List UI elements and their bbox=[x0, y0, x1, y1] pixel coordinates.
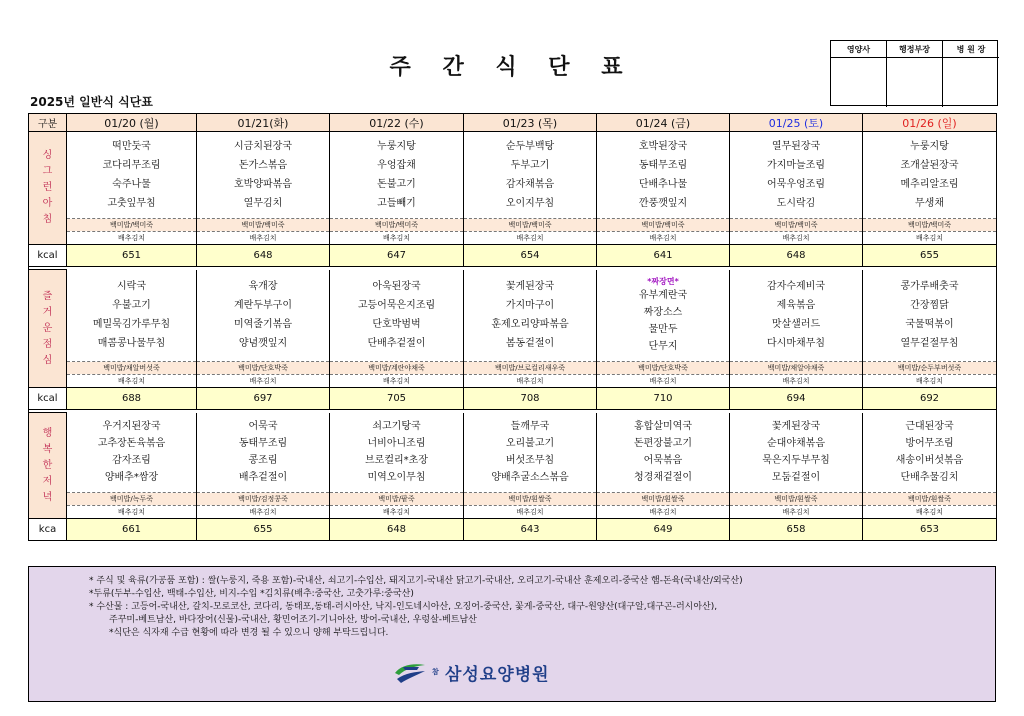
dish-item: 모둠겉절이 bbox=[771, 472, 821, 484]
dish-item: 국물떡볶이 bbox=[905, 319, 954, 331]
dish-item: 조개살된장국 bbox=[900, 160, 959, 171]
lunch-kcal-row bbox=[29, 388, 997, 410]
header-day-3: 01/23 (목) bbox=[464, 114, 597, 132]
dish-item: 묵은지두부무침 bbox=[762, 455, 830, 467]
dinner-kimchi-5: 배추김치 bbox=[730, 506, 863, 519]
breakfast-day-6-dishes bbox=[863, 132, 997, 219]
dish-item: 우불고기 bbox=[112, 300, 151, 312]
dish-item: 들깨무국 bbox=[510, 421, 550, 433]
dish-item: 유부계란국 bbox=[638, 289, 688, 301]
dish-item: 간장찜닭 bbox=[910, 300, 949, 312]
dish-item: 버섯조무침 bbox=[505, 455, 555, 467]
dish-item: 브로컬리*초장 bbox=[365, 455, 428, 467]
lunch-day-5-dishes bbox=[730, 270, 863, 362]
breakfast-kcal-1: 648 bbox=[197, 245, 330, 267]
dinner-day-5-dishes bbox=[730, 413, 863, 493]
dish-item: 단배추물김치 bbox=[900, 472, 959, 484]
breakfast-day-4-dishes bbox=[597, 132, 730, 219]
dish-item: 어묵국 bbox=[248, 421, 278, 433]
dinner-porridge-row bbox=[29, 493, 997, 506]
lunch-dishes-row bbox=[29, 270, 997, 362]
lunch-kcal-0: 688 bbox=[67, 388, 197, 410]
dish-item: 어묵우엉조림 bbox=[767, 179, 825, 190]
dish-item: 열무김치 bbox=[243, 198, 283, 209]
lunch-kcal-6: 692 bbox=[863, 388, 997, 410]
dish-item: 가지마늘조림 bbox=[767, 160, 825, 171]
header-day-4: 01/24 (금) bbox=[597, 114, 730, 132]
breakfast-porridge-1: 백미밥/백미죽 bbox=[197, 219, 330, 232]
samsung-logo-icon bbox=[393, 659, 427, 685]
breakfast-kimchi-5: 배추김치 bbox=[730, 232, 863, 245]
dinner-porridge-2: 백미밥/팥죽 bbox=[330, 493, 464, 506]
breakfast-porridge-0: 백미밥/백미죽 bbox=[67, 219, 197, 232]
lunch-day-2-dishes bbox=[330, 270, 464, 362]
dinner-kimchi-6: 배추김치 bbox=[863, 506, 997, 519]
breakfast-porridge-3: 백미밥/백미죽 bbox=[464, 219, 597, 232]
dish-item: 깐풍깻잎지 bbox=[638, 198, 688, 209]
dinner-kimchi-1: 배추김치 bbox=[197, 506, 330, 519]
lunch-day-1-dishes bbox=[197, 270, 330, 362]
dinner-day-2-dishes bbox=[330, 413, 464, 493]
approval-box bbox=[830, 40, 998, 106]
dinner-kcal-3: 643 bbox=[464, 519, 597, 541]
special-menu-tag: *짜장면* bbox=[647, 276, 679, 286]
dinner-day-1-dishes bbox=[197, 413, 330, 493]
dish-item: 메추리알조림 bbox=[900, 179, 959, 190]
breakfast-label-char: 그 bbox=[42, 166, 53, 177]
lunch-kcal-4: 710 bbox=[597, 388, 730, 410]
lunch-label-char: 운 bbox=[42, 322, 53, 334]
approval-director-sign bbox=[943, 58, 999, 107]
dish-item: 매콤콩나물무침 bbox=[97, 338, 166, 350]
dish-item: 양배추*쌈장 bbox=[104, 472, 159, 484]
dish-item: 제육볶음 bbox=[776, 300, 816, 312]
dish-item: 무생채 bbox=[915, 198, 944, 209]
breakfast-kimchi-6: 배추김치 bbox=[863, 232, 997, 245]
approval-dietitian-label: 영양사 bbox=[831, 41, 887, 58]
dish-item: 동태무조림 bbox=[238, 438, 288, 450]
dinner-kimchi-row bbox=[29, 506, 997, 519]
dish-item: 고들빼기 bbox=[377, 198, 416, 209]
dish-item: 어묵볶음 bbox=[643, 455, 683, 467]
dinner-day-3-dishes bbox=[464, 413, 597, 493]
hospital-logo bbox=[393, 659, 550, 685]
breakfast-day-0-dishes bbox=[67, 132, 197, 219]
lunch-porridge-5: 백미밥/채알야채죽 bbox=[730, 362, 863, 375]
breakfast-day-3-dishes bbox=[464, 132, 597, 219]
dish-item: 오리불고기 bbox=[505, 438, 555, 450]
breakfast-label-char: 침 bbox=[42, 214, 53, 225]
breakfast-label bbox=[29, 132, 67, 245]
dish-item: 순두부백탕 bbox=[505, 141, 555, 152]
dish-item: 다시마채무침 bbox=[767, 338, 825, 350]
dinner-day-0-dishes bbox=[67, 413, 197, 493]
dish-item: 물만두 bbox=[648, 323, 678, 335]
breakfast-kcal-4: 641 bbox=[597, 245, 730, 267]
dish-item: 미역줄기볶음 bbox=[234, 319, 292, 331]
dinner-label-char: 한 bbox=[42, 459, 53, 471]
lunch-kimchi-4: 배추김치 bbox=[597, 375, 730, 388]
lunch-kimchi-0: 배추김치 bbox=[67, 375, 197, 388]
lunch-porridge-row bbox=[29, 362, 997, 375]
lunch-kcal-5: 694 bbox=[730, 388, 863, 410]
dinner-dishes-row bbox=[29, 413, 997, 493]
lunch-kcal-label: kcal bbox=[29, 388, 67, 410]
dish-item: 훈제오리양파볶음 bbox=[491, 319, 569, 331]
dinner-label bbox=[29, 413, 67, 519]
dish-item: 고추장돈육볶음 bbox=[97, 438, 166, 450]
logo-hospital-name: 삼성요양병원 bbox=[445, 664, 550, 685]
breakfast-kimchi-1: 배추김치 bbox=[197, 232, 330, 245]
dish-item: 떡만둣국 bbox=[112, 141, 151, 152]
dinner-porridge-3: 백미밥/흰쌀죽 bbox=[464, 493, 597, 506]
lunch-day-4-dishes bbox=[597, 270, 730, 362]
dish-item: 가지마구이 bbox=[505, 300, 555, 312]
lunch-label-char: 즐 bbox=[42, 290, 53, 302]
note-menu-change: *식단은 식자재 수급 현황에 따라 변경 될 수 있으니 양해 부탁드립니다. bbox=[109, 628, 389, 638]
header-gubun: 구분 bbox=[29, 114, 67, 132]
dinner-label-char: 복 bbox=[42, 443, 53, 455]
dish-item: 감자수제비국 bbox=[767, 281, 825, 293]
header-day-6: 01/26 (일) bbox=[863, 114, 997, 132]
breakfast-porridge-4: 백미밥/백미죽 bbox=[597, 219, 730, 232]
dish-item: 숙주나물 bbox=[112, 179, 151, 190]
dish-item: 단무지 bbox=[648, 340, 678, 352]
lunch-day-0-dishes bbox=[67, 270, 197, 362]
dish-item: 고등어묵은지조림 bbox=[357, 300, 436, 312]
lunch-porridge-4: 백미밥/단호박죽 bbox=[597, 362, 730, 375]
breakfast-kcal-0: 651 bbox=[67, 245, 197, 267]
breakfast-kcal-label: kcal bbox=[29, 245, 67, 267]
dish-item: 단배추겉절이 bbox=[367, 338, 426, 350]
breakfast-label-char: 런 bbox=[42, 182, 53, 193]
dish-item: 감자채볶음 bbox=[505, 179, 555, 190]
header-day-2: 01/22 (수) bbox=[330, 114, 464, 132]
dish-item: 시락국 bbox=[117, 281, 146, 293]
dish-item: 동태무조림 bbox=[638, 160, 688, 171]
dinner-porridge-4: 백미밥/흰쌀죽 bbox=[597, 493, 730, 506]
dish-item: 맛살샐러드 bbox=[771, 319, 821, 331]
dish-item: 호박양파볶음 bbox=[234, 179, 292, 190]
breakfast-kcal-3: 654 bbox=[464, 245, 597, 267]
menu-subtitle: 2025년 일반식 식단표 bbox=[30, 95, 153, 109]
dish-item: 돈가스볶음 bbox=[238, 160, 288, 171]
lunch-label-char: 심 bbox=[42, 354, 53, 366]
dish-item: 오이지무침 bbox=[505, 198, 555, 209]
dish-item: 우엉잡채 bbox=[377, 160, 416, 171]
header-day-0: 01/20 (월) bbox=[67, 114, 197, 132]
dish-item: 누룽지탕 bbox=[377, 141, 416, 152]
header-day-5: 01/25 (토) bbox=[730, 114, 863, 132]
breakfast-porridge-row bbox=[29, 219, 997, 232]
dish-item: 열무겉절무침 bbox=[900, 338, 959, 350]
lunch-kimchi-row bbox=[29, 375, 997, 388]
note-meat-origin: * 주식 및 육류(가공품 포함) : 쌀(누룽지, 죽용 포함)-국내산, 쇠고기-수입산, 돼지고기-국내산 닭고기-국내산, 오리고기-국내산 훈제오리-중국산 햄-돈육(국내산/외국산) bbox=[89, 576, 743, 586]
dinner-kcal-6: 653 bbox=[863, 519, 997, 541]
breakfast-kimchi-0: 배추김치 bbox=[67, 232, 197, 245]
dish-item: 두부고기 bbox=[510, 160, 550, 171]
dish-item: 돈불고기 bbox=[377, 179, 416, 190]
breakfast-day-2-dishes bbox=[330, 132, 464, 219]
lunch-kcal-2: 705 bbox=[330, 388, 464, 410]
dish-item: 호박된장국 bbox=[638, 141, 688, 152]
dinner-day-6-dishes bbox=[863, 413, 997, 493]
dish-item: 돈편장불고기 bbox=[634, 438, 692, 450]
dinner-kcal-label: kca bbox=[29, 519, 67, 541]
dish-item: 계란두부구이 bbox=[234, 300, 292, 312]
lunch-porridge-3: 백미밥/브로컬리새우죽 bbox=[464, 362, 597, 375]
note-seafood-origin-cont: 주꾸미-베트남산, 바다장어(신물)-국내산, 황민어조기-기니아산, 방어-국내산, 우렁살-베트남산 bbox=[109, 615, 477, 625]
note-legume-origin: *두류(두부-수입산, 백태-수입산, 비지-수입 *김치류(배추:중국산, 고춧가루:중국산) bbox=[89, 589, 414, 599]
breakfast-porridge-2: 백미밥/백미죽 bbox=[330, 219, 464, 232]
dish-item: 단배추나물 bbox=[638, 179, 688, 190]
dish-item: 도시락김 bbox=[776, 198, 816, 209]
dinner-porridge-5: 백미밥/흰쌀죽 bbox=[730, 493, 863, 506]
note-seafood-origin: * 수산물 : 고등어-국내산, 갈치-모로코산, 코다리, 동태포,동태-러시아산, 낙지-인도네시아산, 오징어-중국산, 꽃게-중국산, 대구-원양산(대구알,대구곤-러시아산), bbox=[89, 602, 718, 612]
dinner-kcal-5: 658 bbox=[730, 519, 863, 541]
lunch-label-char: 거 bbox=[42, 306, 53, 318]
dinner-porridge-1: 백미밥/검정콩죽 bbox=[197, 493, 330, 506]
dinner-kcal-2: 648 bbox=[330, 519, 464, 541]
breakfast-label-char: 아 bbox=[42, 198, 53, 209]
lunch-day-3-dishes bbox=[464, 270, 597, 362]
dish-item: 봄동겉절이 bbox=[505, 338, 555, 350]
lunch-kimchi-2: 배추김치 bbox=[330, 375, 464, 388]
dinner-kimchi-3: 배추김치 bbox=[464, 506, 597, 519]
page-title: 주 간 식 단 표 bbox=[389, 55, 635, 80]
dish-item: 꽃게된장국 bbox=[505, 281, 555, 293]
dinner-kcal-0: 661 bbox=[67, 519, 197, 541]
lunch-porridge-0: 백미밥/채알버섯죽 bbox=[67, 362, 197, 375]
breakfast-dishes-row bbox=[29, 132, 997, 219]
dinner-porridge-6: 백미밥/흰쌀죽 bbox=[863, 493, 997, 506]
dish-item: 양념깻잎지 bbox=[238, 338, 288, 350]
breakfast-porridge-5: 백미밥/백미죽 bbox=[730, 219, 863, 232]
dinner-day-4-dishes bbox=[597, 413, 730, 493]
lunch-day-6-dishes bbox=[863, 270, 997, 362]
lunch-kimchi-6: 배추김치 bbox=[863, 375, 997, 388]
breakfast-kimchi-3: 배추김치 bbox=[464, 232, 597, 245]
dinner-kimchi-2: 배추김치 bbox=[330, 506, 464, 519]
logo-prefix: 참 bbox=[432, 668, 439, 676]
dinner-label-char: 녁 bbox=[42, 491, 53, 503]
approval-director-label: 병 원 장 bbox=[943, 41, 999, 58]
approval-dietitian-sign bbox=[831, 58, 887, 107]
breakfast-porridge-6: 백미밥/백미죽 bbox=[863, 219, 997, 232]
dish-item: 시금치된장국 bbox=[234, 141, 292, 152]
dinner-label-char: 행 bbox=[42, 427, 53, 439]
dish-item: 콩가루배춧국 bbox=[900, 281, 959, 293]
dish-item: 열무된장국 bbox=[771, 141, 821, 152]
dish-item: 아욱된장국 bbox=[372, 281, 421, 293]
lunch-kcal-1: 697 bbox=[197, 388, 330, 410]
dish-item: 순대야채볶음 bbox=[767, 438, 825, 450]
breakfast-day-1-dishes bbox=[197, 132, 330, 219]
dish-item: 메밀묵김가루무침 bbox=[92, 319, 171, 331]
dish-item: 새송이버섯볶음 bbox=[895, 455, 964, 467]
breakfast-kcal-row bbox=[29, 245, 997, 267]
dish-item: 미역오이무침 bbox=[367, 472, 426, 484]
dish-item: 우거지된장국 bbox=[102, 421, 161, 433]
dish-item: 방어무조림 bbox=[905, 438, 954, 450]
dish-item: 꽃게된장국 bbox=[771, 421, 821, 433]
dish-item: 고춧잎무침 bbox=[107, 198, 156, 209]
dinner-label-char: 저 bbox=[42, 475, 53, 487]
breakfast-kimchi-4: 배추김치 bbox=[597, 232, 730, 245]
breakfast-label-char: 싱 bbox=[42, 150, 53, 161]
dish-item: 감자조림 bbox=[112, 455, 151, 467]
lunch-kimchi-5: 배추김치 bbox=[730, 375, 863, 388]
dish-item: 짜장소스 bbox=[643, 306, 683, 318]
dish-item: 근대된장국 bbox=[905, 421, 954, 433]
breakfast-kcal-6: 655 bbox=[863, 245, 997, 267]
dish-item: 쇠고기탕국 bbox=[372, 421, 421, 433]
dish-item: 육개장 bbox=[248, 281, 278, 293]
dish-item: 청경채겉절이 bbox=[634, 472, 692, 484]
lunch-kcal-3: 708 bbox=[464, 388, 597, 410]
lunch-label bbox=[29, 270, 67, 388]
dinner-kimchi-0: 배추김치 bbox=[67, 506, 197, 519]
dinner-kcal-4: 649 bbox=[597, 519, 730, 541]
lunch-kimchi-1: 배추김치 bbox=[197, 375, 330, 388]
breakfast-kcal-5: 648 bbox=[730, 245, 863, 267]
approval-admin-sign bbox=[887, 58, 943, 107]
weekly-menu-table bbox=[28, 113, 997, 541]
lunch-label-char: 점 bbox=[42, 338, 53, 350]
breakfast-kcal-2: 647 bbox=[330, 245, 464, 267]
dinner-kcal-1: 655 bbox=[197, 519, 330, 541]
dinner-kimchi-4: 배추김치 bbox=[597, 506, 730, 519]
lunch-kimchi-3: 배추김치 bbox=[464, 375, 597, 388]
dish-item: 너비아니조림 bbox=[367, 438, 426, 450]
dish-item: 단호박범벅 bbox=[372, 319, 421, 331]
dish-item: 홍합살미역국 bbox=[634, 421, 692, 433]
dish-item: 누룽지탕 bbox=[910, 141, 949, 152]
dish-item: 콩조림 bbox=[248, 455, 278, 467]
approval-admin-label: 행정부장 bbox=[887, 41, 943, 58]
breakfast-kimchi-row bbox=[29, 232, 997, 245]
dish-item: 코다리무조림 bbox=[102, 160, 161, 171]
dish-item: 양배추굴소스볶음 bbox=[491, 472, 569, 484]
breakfast-kimchi-2: 배추김치 bbox=[330, 232, 464, 245]
dish-item: 배추겉절이 bbox=[238, 472, 288, 484]
header-day-1: 01/21(화) bbox=[197, 114, 330, 132]
dinner-kcal-row bbox=[29, 519, 997, 541]
lunch-porridge-2: 백미밥/계란야채죽 bbox=[330, 362, 464, 375]
lunch-porridge-6: 백미밥/순두부버섯죽 bbox=[863, 362, 997, 375]
lunch-porridge-1: 백미밥/단호박죽 bbox=[197, 362, 330, 375]
dinner-porridge-0: 백미밥/녹두죽 bbox=[67, 493, 197, 506]
breakfast-day-5-dishes bbox=[730, 132, 863, 219]
header-row bbox=[29, 114, 997, 132]
